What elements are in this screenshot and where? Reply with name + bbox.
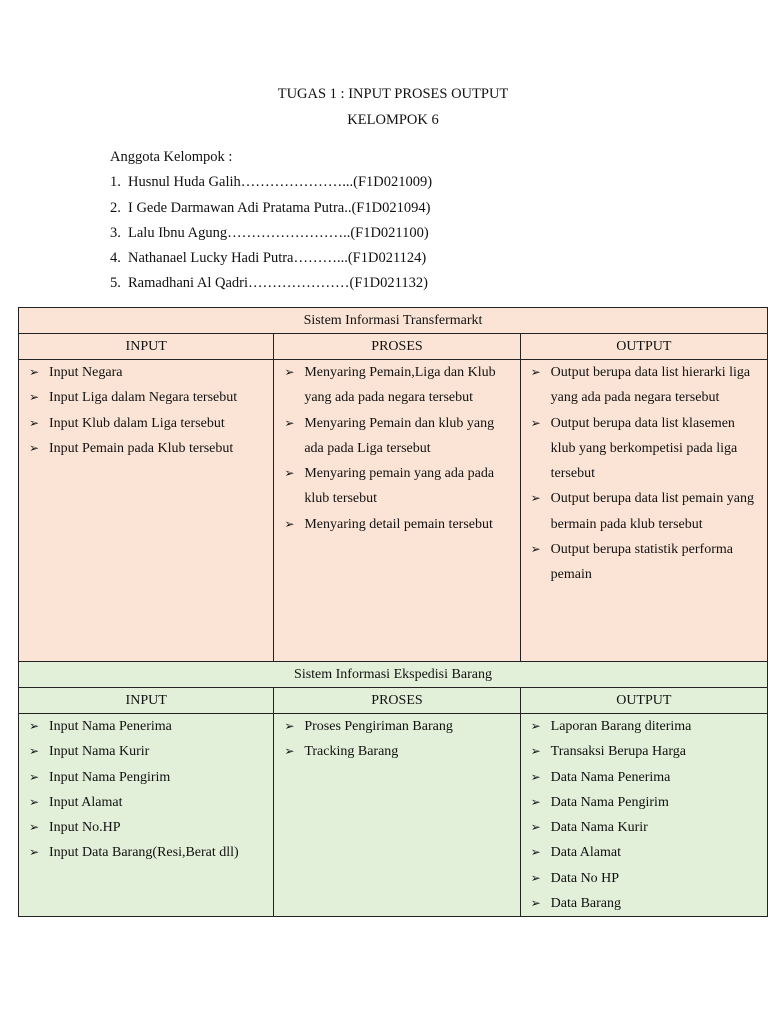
list-item: ➢ Output berupa statistik performa pemain — [551, 537, 763, 588]
column-header-input: INPUT — [19, 334, 274, 360]
member-item: 2. I Gede Darmawan Adi Pratama Putra..(F1D021094) — [110, 199, 431, 216]
list-item: ➢ Data Nama Pengirim — [551, 790, 763, 815]
input-cell — [19, 714, 274, 917]
list-item: ➢ Data No HP — [551, 866, 763, 891]
group-title: KELOMPOK 6 — [347, 112, 439, 128]
transfermarkt-table — [18, 307, 768, 662]
list-item: ➢ Output berupa data list klasemen klub yang berkompetisi pada liga tersebut — [551, 411, 763, 487]
column-header-output: OUTPUT — [520, 334, 767, 360]
member-list — [110, 145, 432, 297]
input-list — [19, 360, 273, 461]
column-header-proses: PROSES — [274, 688, 520, 714]
table-caption: Sistem Informasi Transfermarkt — [19, 308, 768, 334]
list-item: ➢ Data Barang — [551, 891, 763, 916]
list-item: ➢ Output berupa data list hierarki liga yang ada pada negara tersebut — [551, 360, 763, 411]
list-item: ➢ Data Alamat — [551, 840, 763, 865]
member-item: 4. Nathanael Lucky Hadi Putra………...(F1D021124) — [110, 250, 427, 267]
proses-list — [274, 714, 519, 765]
list-item: ➢ Input Negara — [49, 360, 269, 385]
table-caption: Sistem Informasi Ekspedisi Barang — [19, 662, 768, 688]
list-item: ➢ Input Klub dalam Liga tersebut — [49, 411, 269, 436]
list-item: ➢ Input Alamat — [49, 790, 269, 815]
list-item: ➢ Menyaring pemain yang ada pada klub tersebut — [304, 461, 515, 512]
output-cell — [520, 714, 767, 917]
input-list — [19, 714, 273, 866]
proses-cell — [274, 360, 520, 662]
member-item: 5. Ramadhani Al Qadri…………………(F1D021132) — [110, 275, 428, 292]
proses-list — [274, 360, 519, 537]
list-item: ➢ Output berupa data list pemain yang bermain pada klub tersebut — [551, 486, 763, 537]
output-list — [521, 714, 767, 916]
output-cell — [520, 360, 767, 662]
column-header-proses: PROSES — [274, 334, 520, 360]
list-item: ➢ Data Nama Kurir — [551, 815, 763, 840]
list-item: ➢ Tracking Barang — [304, 739, 515, 764]
list-item: ➢ Data Nama Penerima — [551, 765, 763, 790]
member-item: 3. Lalu Ibnu Agung……………………..(F1D021100) — [110, 224, 429, 241]
list-item: ➢ Laporan Barang diterima — [551, 714, 763, 739]
document-title: TUGAS 1 : INPUT PROSES OUTPUT — [277, 86, 509, 102]
list-item: ➢ Input Liga dalam Negara tersebut — [49, 385, 269, 410]
list-item: ➢ Proses Pengiriman Barang — [304, 714, 515, 739]
list-item: ➢ Input Nama Penerima — [49, 714, 269, 739]
column-header-output: OUTPUT — [520, 688, 767, 714]
member-list-label: Anggota Kelompok : — [110, 149, 233, 165]
list-item: ➢ Input Nama Pengirim — [49, 765, 269, 790]
list-item: ➢ Input No.HP — [49, 815, 269, 840]
output-list — [521, 360, 767, 588]
list-item: ➢ Transaksi Berupa Harga — [551, 739, 763, 764]
input-cell — [19, 360, 274, 662]
member-item: 1. Husnul Huda Galih…………………...(F1D021009) — [110, 174, 433, 191]
list-item: ➢ Input Data Barang(Resi,Berat dll) — [49, 840, 269, 865]
list-item: ➢ Input Pemain pada Klub tersebut — [49, 436, 269, 461]
proses-cell — [274, 714, 520, 917]
list-item: ➢ Menyaring detail pemain tersebut — [304, 512, 515, 537]
list-item: ➢ Menyaring Pemain,Liga dan Klub yang ada pada negara tersebut — [304, 360, 515, 411]
column-header-input: INPUT — [19, 688, 274, 714]
ekspedisi-table — [18, 661, 768, 917]
list-item: ➢ Input Nama Kurir — [49, 739, 269, 764]
list-item: ➢ Menyaring Pemain dan klub yang ada pada Liga tersebut — [304, 411, 515, 462]
